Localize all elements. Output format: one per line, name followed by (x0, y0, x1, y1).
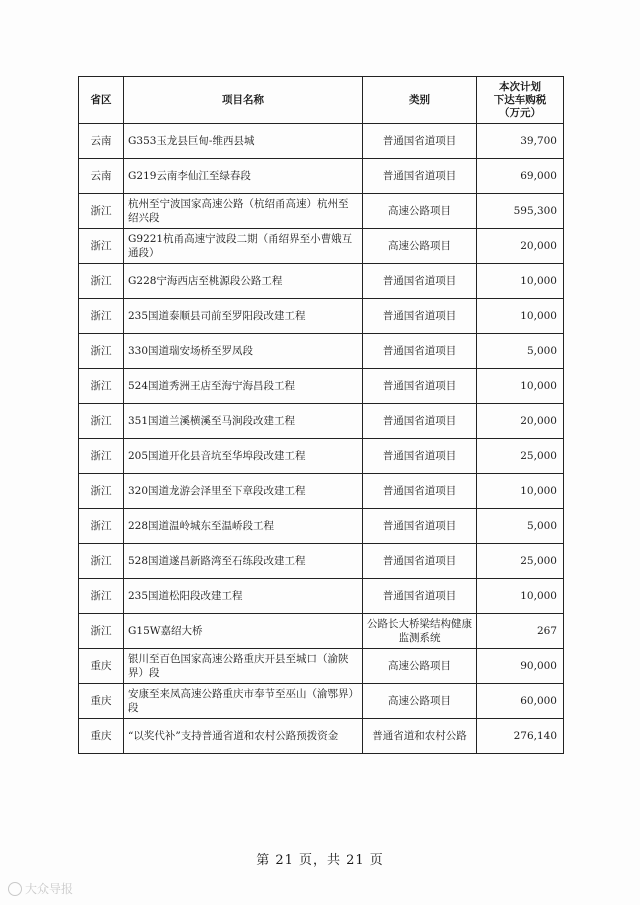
cell-province: 浙江 (79, 299, 124, 334)
table-row (79, 579, 564, 614)
watermark (8, 880, 73, 897)
table-row (79, 719, 564, 754)
cell-category: 普通国省道项目 (363, 334, 477, 369)
cell-amount: 276,140 (477, 719, 564, 754)
cell-category: 公路长大桥梁结构健康监测系统 (363, 614, 477, 649)
table-row (79, 614, 564, 649)
cell-amount: 60,000 (477, 684, 564, 719)
table-header-row (79, 77, 564, 124)
table-row (79, 194, 564, 229)
cell-amount: 267 (477, 614, 564, 649)
cell-province: 浙江 (79, 369, 124, 404)
cell-province: 浙江 (79, 474, 124, 509)
table-row (79, 159, 564, 194)
table-row (79, 299, 564, 334)
cell-category: 普通国省道项目 (363, 509, 477, 544)
header-project: 项目名称 (124, 77, 363, 124)
cell-province: 浙江 (79, 509, 124, 544)
cell-amount: 595,300 (477, 194, 564, 229)
header-amount (477, 77, 564, 124)
cell-project: 安康至来凤高速公路重庆市奉节至巫山（渝鄂界）段 (124, 684, 363, 719)
table-row (79, 124, 564, 159)
cell-category: 普通国省道项目 (363, 264, 477, 299)
cell-category: 高速公路项目 (363, 229, 477, 264)
table-row (79, 334, 564, 369)
cell-amount: 10,000 (477, 474, 564, 509)
cell-category: 普通省道和农村公路 (363, 719, 477, 754)
header-category: 类别 (363, 77, 477, 124)
cell-project: 228国道温岭城东至温峤段工程 (124, 509, 363, 544)
cell-category: 普通国省道项目 (363, 544, 477, 579)
cell-amount: 5,000 (477, 334, 564, 369)
cell-amount: 10,000 (477, 369, 564, 404)
cell-province: 浙江 (79, 404, 124, 439)
cell-province: 云南 (79, 159, 124, 194)
cell-category: 高速公路项目 (363, 194, 477, 229)
cell-province: 重庆 (79, 719, 124, 754)
cell-amount: 69,000 (477, 159, 564, 194)
watermark-text: 大众导报 (25, 882, 74, 896)
cell-project: 320国道龙游会泽里至下章段改建工程 (124, 474, 363, 509)
cell-project: 银川至百色国家高速公路重庆开县至城口（渝陕界）段 (124, 649, 363, 684)
allocation-table (78, 76, 564, 754)
header-amount-line1: 本次计划 (499, 80, 541, 93)
table-row (79, 684, 564, 719)
cell-category: 普通国省道项目 (363, 439, 477, 474)
cell-project: G219云南李仙江至绿春段 (124, 159, 363, 194)
table-row (79, 229, 564, 264)
cell-province: 浙江 (79, 439, 124, 474)
cell-amount: 5,000 (477, 509, 564, 544)
table-row (79, 404, 564, 439)
cell-project: 351国道兰溪横溪至马涧段改建工程 (124, 404, 363, 439)
cell-category: 普通国省道项目 (363, 369, 477, 404)
cell-project: 235国道松阳段改建工程 (124, 579, 363, 614)
cell-project: 524国道秀洲王店至海宁海昌段工程 (124, 369, 363, 404)
cell-amount: 25,000 (477, 439, 564, 474)
header-amount-line3: （万元） (499, 106, 541, 119)
cell-amount: 10,000 (477, 264, 564, 299)
table-row (79, 544, 564, 579)
cell-category: 普通国省道项目 (363, 474, 477, 509)
cell-amount: 25,000 (477, 544, 564, 579)
table-row (79, 649, 564, 684)
cell-category: 普通国省道项目 (363, 159, 477, 194)
cell-project: G9221杭甬高速宁波段二期（甬绍界至小曹娥互通段） (124, 229, 363, 264)
cell-province: 浙江 (79, 264, 124, 299)
cell-category: 普通国省道项目 (363, 579, 477, 614)
cell-amount: 39,700 (477, 124, 564, 159)
cell-amount: 10,000 (477, 299, 564, 334)
cell-project: 205国道开化县音坑至华埠段改建工程 (124, 439, 363, 474)
cell-category: 普通国省道项目 (363, 404, 477, 439)
table-row (79, 474, 564, 509)
cell-project: 330国道瑞安场桥至罗凤段 (124, 334, 363, 369)
table-row (79, 509, 564, 544)
cell-project: G353玉龙县巨甸-维西县城 (124, 124, 363, 159)
cell-province: 浙江 (79, 194, 124, 229)
cell-province: 浙江 (79, 334, 124, 369)
cell-project: G228宁海西店至桃源段公路工程 (124, 264, 363, 299)
cell-province: 浙江 (79, 579, 124, 614)
header-amount-line2: 下达车购税 (493, 93, 547, 106)
watermark-logo-icon (8, 882, 22, 896)
cell-amount: 10,000 (477, 579, 564, 614)
cell-province: 浙江 (79, 544, 124, 579)
cell-project: “以奖代补”支持普通省道和农村公路预拨资金 (124, 719, 363, 754)
table-row (79, 369, 564, 404)
cell-project: G15W嘉绍大桥 (124, 614, 363, 649)
cell-province: 重庆 (79, 684, 124, 719)
cell-province: 浙江 (79, 614, 124, 649)
cell-province: 浙江 (79, 229, 124, 264)
cell-project: 杭州至宁波国家高速公路（杭绍甬高速）杭州至绍兴段 (124, 194, 363, 229)
cell-province: 云南 (79, 124, 124, 159)
cell-province: 重庆 (79, 649, 124, 684)
cell-project: 235国道泰顺县司前至罗阳段改建工程 (124, 299, 363, 334)
cell-category: 普通国省道项目 (363, 299, 477, 334)
cell-category: 高速公路项目 (363, 649, 477, 684)
cell-amount: 20,000 (477, 229, 564, 264)
cell-amount: 90,000 (477, 649, 564, 684)
cell-amount: 20,000 (477, 404, 564, 439)
page-number: 第 21 页，共 21 页 (256, 853, 384, 868)
table-row (79, 264, 564, 299)
cell-project: 528国道遂昌新路湾至石练段改建工程 (124, 544, 363, 579)
cell-category: 普通国省道项目 (363, 124, 477, 159)
header-province: 省区 (79, 77, 124, 124)
cell-category: 高速公路项目 (363, 684, 477, 719)
table-row (79, 439, 564, 474)
